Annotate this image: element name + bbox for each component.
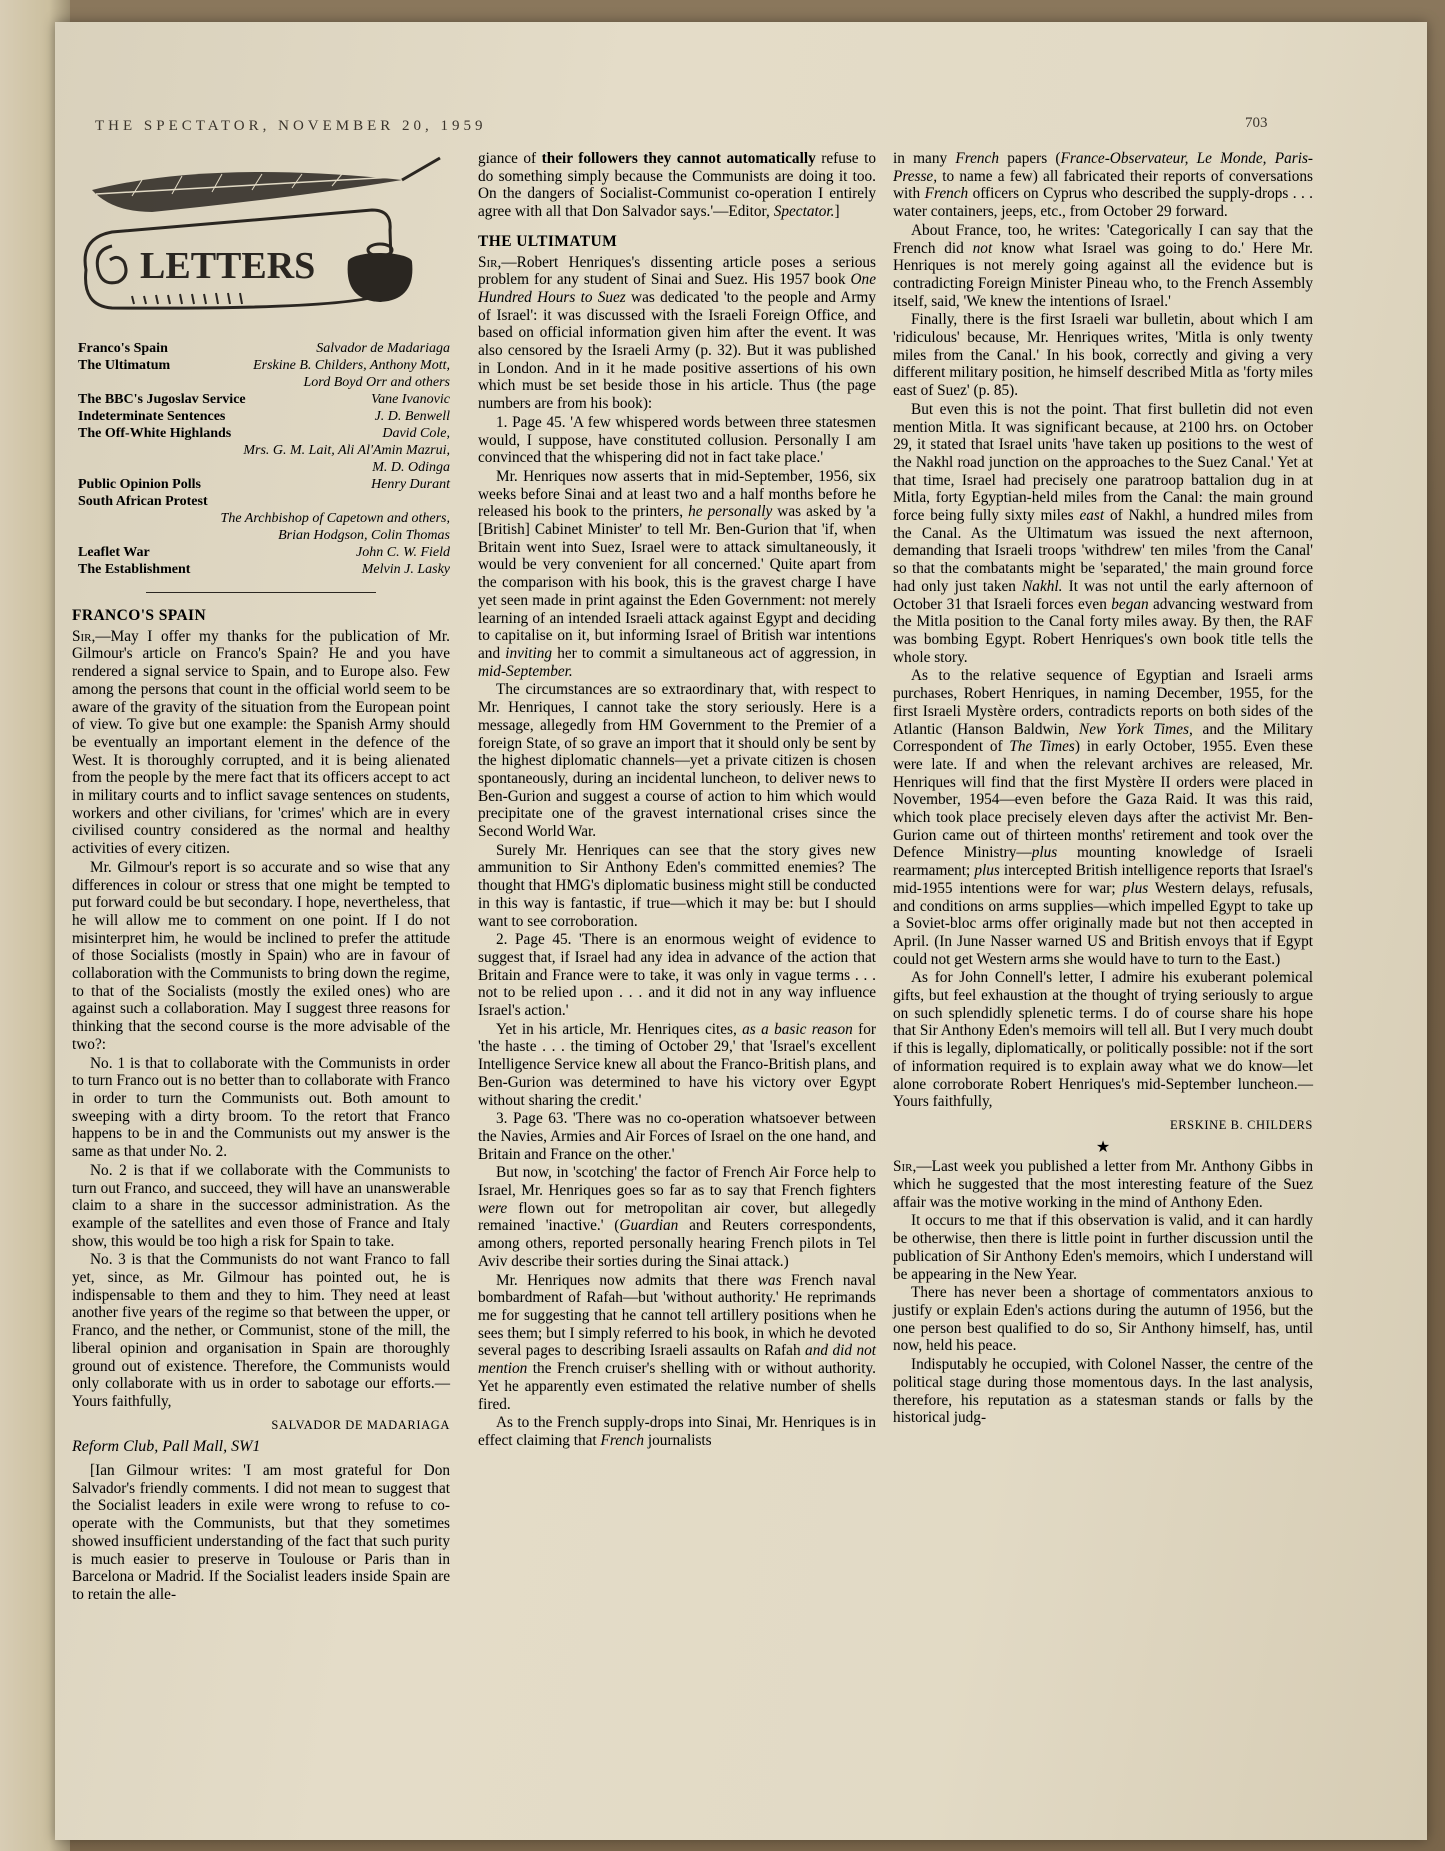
letter-paragraph: Indisputably he occupied, with Colonel Nasser, the centre of the political stage during those momentous days. In the last analysis, therefore, his reputation as a statesman stands or falls by the historical judg- [893, 1356, 1313, 1427]
letter-paragraph: About France, too, he writes: 'Categorically I can say that the French did not know what Israel was going to do.' Here Mr. Henriques is not merely going against all the evidence but is contradicting Foreign Minister Pineau who, to the French Assembly itself, said, 'We knew the intentions of Israel.' [893, 221, 1313, 310]
letter-paragraph: Mr. Gilmour's report is so accurate and so wise that any differences in colour or stress that one might be tempted to put forward could be but secondary. I hope, nevertheless, that he will allow me to comment on one point. If I do not misinterpret him, he would be inclined to prefer the attitude of those Socialists (mostly in Spain) who are in favour of collaboration with the Communists to bring down the regime, to that of the Socialists (mostly the exiled ones) who are against such a collaboration. May I suggest three reasons for thinking that the second course is the more advisable of the two?: [72, 858, 450, 1053]
quill-inkwell-illustration [72, 150, 450, 328]
letter-paragraph: Surely Mr. Henriques can see that the story gives new ammunition to Sir Anthony Eden's committed enemies? The thought that HMG's diplomatic business might still be conducted in this way is fantastic, if true—which it may be: but I should want to see corroboration. [478, 841, 876, 930]
running-head: THE SPECTATOR, NOVEMBER 20, 1959 [95, 118, 487, 134]
letter-paragraph: Sir,—Last week you published a letter from Mr. Anthony Gibbs in which he suggested that the most interesting feature of the Suez affair was the motive working in the mind of Anthony Eden. [893, 1158, 1313, 1211]
letter-paragraph: The circumstances are so extraordinary that, with respect to Mr. Henriques, I cannot take the story seriously. Here is a message, allegedly from HM Government to the Premier of a foreign State, of so grave an import that it should only be sent by the highest diplomatic channels—yet a private citizen is chosen spontaneously, during an incidental luncheon, to deliver news to Ben-Gurion and suggest a course of action to him which would precipitate one of the gravest international crises since the Second World War. [478, 681, 876, 841]
letter-paragraph: No. 3 is that the Communists do not want Franco to fall yet, since, as Mr. Gilmour has pointed out, he is indispensable to them and they to him. They need at least another five years of the regime so that between the upper, or Franco, and the nether, or Communist, stone of the mill, the liberal opinion and organisation in Spain are thoroughly ground out of existence. Therefore, the Communists would only collaborate with us in order to sabotage our efforts.—Yours faithfully, [72, 1251, 450, 1410]
letter-paragraph: But now, in 'scotching' the factor of French Air Force help to Israel, Mr. Henriques goes so far as to say that French fighters were flown out for metropolitan air cover, but allegedly remained 'inactive.' (Guardian and Reuters correspondents, among others, reported personally hearing French pilots in Tel Aviv describe their sorties during the Sinai attack.) [478, 1164, 877, 1270]
letter-paragraph: As to the relative sequence of Egyptian and Israeli arms purchases, Robert Henriques, in naming December, 1955, for the first Israeli Mystère orders, contradicts reports on both sides of the Atlantic (Hanson Baldwin, New York Times, and the Military Correspondent of The Times) in early October, 1955. Even these were late. If and when the relevant archives are released, Mr. Henriques will find that the first Mystère II orders were placed in November, 1954—even before the Gaza Raid. It was this raid, which took place precisely eleven days after the activist Mr. Ben-Gurion came out of thirteen months' retirement and took over the Defence Ministry—plus mounting knowledge of Israeli rearmament; plus intercepted British intelligence reports that Israel's mid-1955 intentions were for war; plus Western delays, refusals, and conditions on arms supplies—which impelled Egypt to take up a Soviet-bloc arms offer originally made but not then accepted in April. (In June Nasser warned US and British envoys that if Egypt could not get Western arms she would have to turn to the East.) [893, 667, 1313, 968]
letter-paragraph: [Ian Gilmour writes: 'I am most grateful for Don Salvador's friendly comments. I did not mean to suggest that the Socialist leaders in exile were wrong to refuse to co-operate with the Communists, but that they sometimes showed insufficient understanding of the fact that such purity is much easier to preserve in Toulouse or Paris than in Barcelona or Madrid. If the Socialist leaders inside Spain are to retain the alle- [72, 1462, 450, 1603]
column-1 [72, 150, 450, 1605]
letter-paragraph: 2. Page 45. 'There is an enormous weight of evidence to suggest that, if Israel had any idea in advance of the action that Britain and France were to take, it was only in vague terms . . . not to be relied upon . . . and it did not in any way influence Israel's action.' [478, 931, 876, 1020]
letter-paragraph: As to the French supply-drops into Sinai, Mr. Henriques is in effect claiming that French journalists [478, 1414, 876, 1449]
address: Reform Club, Pall Mall, SW1 [72, 1438, 261, 1456]
letter-paragraph: Finally, there is the first Israeli war bulletin, about which I am 'ridiculous' because, Mr. Henriques writes, 'Mitla is only twenty miles from the Canal.' In his book, correctly and giving a very different military position, he himself described Mitla as 'forty miles east of Suez' (p. 85). [893, 311, 1313, 400]
letters-masthead [72, 150, 450, 328]
letter-paragraph: It occurs to me that if this observation is valid, and it can hardly be otherwise, then there is little point in further discussion until the publication of Sir Anthony Eden's memoirs, which I understand will be appearing in the New Year. [893, 1212, 1313, 1283]
letter-paragraph: Mr. Henriques now asserts that in mid-September, 1956, six weeks before Sinai and at least two and a half months before he released his book to the printers, he personally was asked by 'a [British] Cabinet Minister' to tell Mr. Ben-Gurion that 'if, when Britain went into Suez, Israel were to attack simultaneously, it would be very convenient for all concerned.' Quite apart from the comparison with his book, this is the gravest charge I have yet seen made in print against the Eden Government: not merely learning of an intended Israeli attack against Egypt and deciding to capitalise on it, but informing Israel of British war intentions and inviting her to commit a simultaneous act of aggression, in mid-September. [478, 467, 876, 680]
contents-item: The Off-White Highlands David Cole, [78, 426, 450, 441]
letter-paragraph: 3. Page 63. 'There was no co-operation whatsoever between the Navies, Armies and Air Forces of Israel on the one hand, and Britain and France on the other.' [478, 1110, 876, 1163]
letter-paragraph: in many French papers (France-Observateur, Le Monde, Paris-Presse, to name a few) all fabricated their reports of conversations with French officers on Cyprus who described the supply-drops . . . water containers, jeeps, etc., from October 29 forward. [893, 150, 1313, 221]
signature: ERSKINE B. CHILDERS [1169, 1117, 1313, 1132]
letter-paragraph: 1. Page 45. 'A few whispered words between three statesmen would, I suppose, have constituted collusion. Personally I am convinced that the whispering did not in fact take place.' [478, 413, 876, 467]
section-divider [146, 592, 376, 593]
contents-item: The BBC's Jugoslav Service Vane Ivanovic [78, 392, 450, 407]
letter-paragraph: Yet in his article, Mr. Henriques cites, as a basic reason for 'the haste . . . the timing of October 29,' that 'Israel's excellent Intelligence Service knew all about the Franco-British plans, and Ben-Gurion was determined to have his victory over Egypt without sharing the credit.' [478, 1020, 876, 1109]
contents-item: South African Protest [78, 494, 208, 509]
letters-title: LETTERS [140, 245, 316, 287]
letter-paragraph: As for John Connell's letter, I admire his exuberant polemical gifts, but feel exhaustion at the thought of trying seriously to argue on such splendidly splenetic terms. I do of course share his hope that Sir Anthony Eden's memoirs will tell all. But I very much doubt if this is legally, diplomatically, or politically possible: not if the sort of information required is to explain away what we do know—let alone corroborate Robert Henriques's mid-September luncheon.—Yours faithfully, [893, 969, 1313, 1111]
contents-list: Franco's Spain Salvador de Madariaga The Ultimatum Erskine B. Childers, Anthony Mott, Lord Boyd Orr and others The BBC's Jugoslav Service Vane Ivanovic Indeterminate Sentences J. D. Benwell The Off-White Highlands David Cole, Mrs. G. M. Lait, Ali Al'Amin Mazrui, M. D. Odinga Public Opinion Polls Henry Durant South African Protest The Archbishop of Capetown and others, Brian Hodgson, Colin Thomas Leaflet War John C. W. Field The Establishment Melvin J. Lasky [78, 341, 450, 577]
page-number: 703 [1245, 115, 1268, 131]
contents-item: The Ultimatum Erskine B. Childers, Anthony Mott, [78, 358, 450, 373]
letter-paragraph: Sir,—May I offer my thanks for the publication of Mr. Gilmour's article on Franco's Spain? He and you have rendered a signal service to Spain, and to Europe also. Few among the persons that count in the official world seem to be aware of the gravity of the situation from the European point of view. To give but one example: the Spanish Army should be eventually an important element in the defence of the West. It is thoroughly corrupted, and it is being alienated from the people by the mere fact that its officers accept to act in military courts and to inflict savage sentences on students, workers and other civilians, for 'crimes' which are in every civilised country considered as the normal and healthy activities of every citizen. [72, 627, 450, 858]
signature: SALVADOR DE MADARIAGA [271, 1417, 450, 1432]
letter-paragraph: Mr. Henriques now admits that there was French naval bombardment of Rafah—but 'without authority.' He reprimands me for suggesting that he cannot tell artillery positions when he sees them; but I simply referred to his book, in which he devoted several pages to describing Israeli assaults on Rafah and did not mention the French cruiser's shelling with or without authority. Yet he apparently even estimated the relative number of shells fired. [478, 1271, 876, 1413]
contents-item: Leaflet War John C. W. Field [78, 545, 450, 560]
column-3 [893, 150, 1313, 1428]
contents-item: Franco's Spain Salvador de Madariaga [78, 341, 450, 356]
star-icon: ★ [1095, 1138, 1111, 1156]
letter-paragraph: There has never been a shortage of commentators anxious to justify or explain Eden's actions during the autumn of 1956, but the one person best qualified to do so, Sir Anthony himself, has, until now, held his peace. [893, 1284, 1313, 1355]
letter-paragraph: No. 2 is that if we collaborate with the Communists to turn out Franco, and succeed, they will have an unanswerable claim to a share in the successor administration. As the example of the satellites and even those of France and Italy show, this would be too high a risk for Spain to take. [72, 1161, 450, 1250]
contents-item: The Establishment Melvin J. Lasky [78, 562, 450, 577]
letter-paragraph: No. 1 is that to collaborate with the Communists in order to turn Franco out is no better than to collaborate with Franco in order to turn the Communists out. Both amount to sweeping with a dirty broom. To the retort that Franco happens to be in and the Communists out my answer is the same as that under No. 2. [72, 1054, 450, 1161]
letter-paragraph: Sir,—Robert Henriques's dissenting article poses a serious problem for any student of Sinai and Suez. His 1957 book One Hundred Hours to Suez was dedicated 'to the people and Army of Israel': it was discussed with the Israeli Foreign Office, and based on official information given him after the event. It was also censored by the Israeli Army (p. 32). But it was published in London. And in it he made positive assertions of his own which must be set beside those in his article. Thus (the page numbers are from his book): [478, 253, 876, 413]
franco-heading: FRANCO'S SPAIN [72, 607, 207, 624]
contents-item: Public Opinion Polls Henry Durant [78, 477, 450, 492]
letter-paragraph: But even this is not the point. That first bulletin did not even mention Mitla. It was significant because, at 2100 hrs. on October 29, it stated that Israel units 'have taken up positions to the west of the Nakhl road junction on the approaches to the Suez Canal.' Yet at that time, Israel had precisely one paratroop battalion dug in at Mitla, forty Egyptian-held miles from the Canal: the main ground force being fully sixty miles east of Nakhl, a hundred miles from the Canal. As the Ultimatum was issued the next afternoon, demanding that Israeli troops 'withdrew' ten miles 'from the Canal' so that the combatants might be 'separated,' the main ground force had only just taken Nakhl. It was not until the early afternoon of October 31 that Israeli forces even began advancing westward from the Mitla position to the Canal forty miles away. By then, the RAF was bombing Egypt. Robert Henriques's own book title tells the whole story. [893, 400, 1314, 666]
letter-paragraph: giance of their followers they cannot automatically refuse to do something simply because the Communists are doing it too. On the dangers of Socialist-Communist co-operation I entirely agree with all that Don Salvador says.'—Editor, Spectator.] [478, 150, 876, 221]
contents-item: Indeterminate Sentences J. D. Benwell [78, 409, 450, 424]
ultimatum-heading: THE ULTIMATUM [478, 232, 618, 250]
column-2 [478, 150, 876, 1451]
